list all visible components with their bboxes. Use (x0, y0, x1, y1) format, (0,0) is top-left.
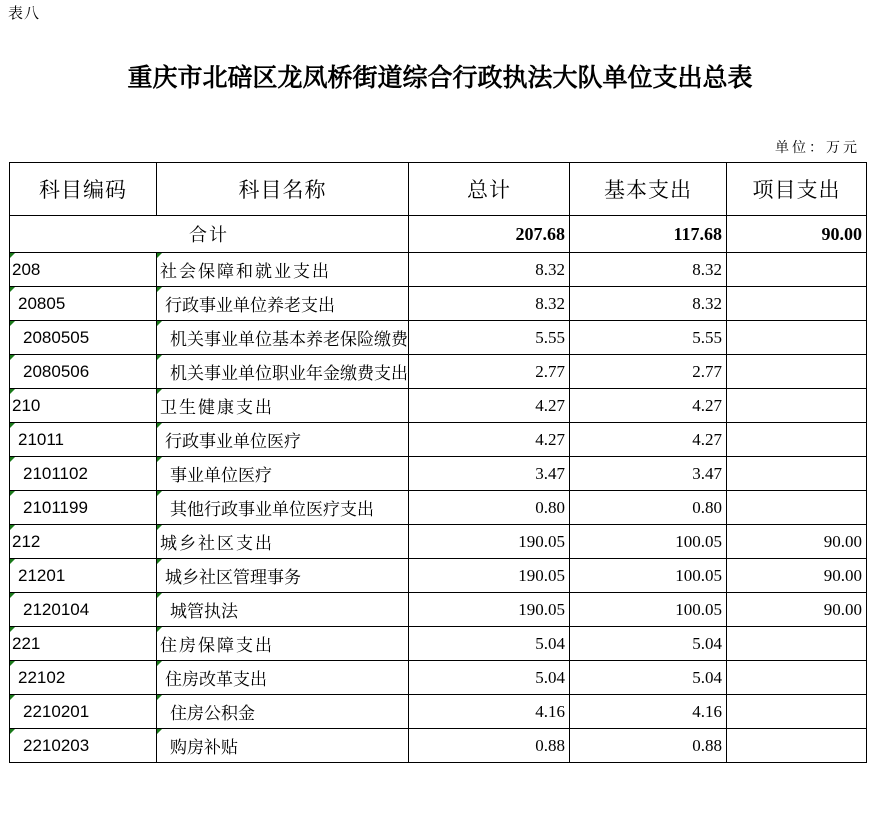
row-code (10, 661, 157, 695)
row-name (157, 695, 409, 729)
row-basic: 2.77 (570, 355, 727, 389)
row-project (727, 627, 867, 661)
row-basic: 100.05 (570, 525, 727, 559)
row-project (727, 253, 867, 287)
row-name (157, 593, 409, 627)
row-code (10, 559, 157, 593)
table-row (10, 729, 867, 763)
page-title: 重庆市北碚区龙凤桥街道综合行政执法大队单位支出总表 (127, 63, 753, 92)
row-total: 4.27 (409, 423, 570, 457)
row-name-text: 城乡社区管理事务 (165, 568, 301, 588)
row-project (727, 661, 867, 695)
row-name-text: 机关事业单位职业年金缴费支出 (170, 364, 408, 384)
row-name (157, 321, 409, 355)
row-name-text: 住房公积金 (170, 704, 255, 724)
total-sum: 207.68 (409, 216, 570, 253)
row-basic: 0.88 (570, 729, 727, 763)
row-code-text: 2080506 (23, 361, 90, 381)
row-total: 0.80 (409, 491, 570, 525)
table-row (10, 389, 867, 423)
header-total: 总计 (409, 163, 570, 216)
row-project (727, 321, 867, 355)
table-row (10, 321, 867, 355)
row-project (727, 389, 867, 423)
row-code-text: 2210203 (23, 735, 90, 755)
row-code-text: 22102 (18, 667, 66, 687)
row-code (10, 253, 157, 287)
table-row (10, 355, 867, 389)
row-code (10, 491, 157, 525)
row-total: 5.55 (409, 321, 570, 355)
row-name (157, 491, 409, 525)
header-code: 科目编码 (10, 163, 157, 216)
row-basic: 100.05 (570, 593, 727, 627)
row-code (10, 525, 157, 559)
unit-label: 单位：万元 (775, 140, 860, 156)
header-name: 科目名称 (157, 163, 409, 216)
row-name-text: 事业单位医疗 (170, 466, 272, 486)
row-total: 4.27 (409, 389, 570, 423)
row-code-text: 21011 (18, 429, 65, 449)
row-code (10, 457, 157, 491)
row-name (157, 627, 409, 661)
row-total: 8.32 (409, 287, 570, 321)
row-code (10, 729, 157, 763)
row-name (157, 559, 409, 593)
table-row (10, 627, 867, 661)
row-name-text: 卫生健康支出 (160, 398, 274, 418)
table-row (10, 491, 867, 525)
table-row (10, 253, 867, 287)
row-project: 90.00 (727, 525, 867, 559)
table-row (10, 695, 867, 729)
row-name-text: 行政事业单位养老支出 (165, 296, 335, 316)
row-name (157, 423, 409, 457)
row-basic: 4.16 (570, 695, 727, 729)
row-name (157, 729, 409, 763)
header-basic: 基本支出 (570, 163, 727, 216)
row-total: 190.05 (409, 593, 570, 627)
row-total: 190.05 (409, 559, 570, 593)
table-row (10, 457, 867, 491)
row-code (10, 389, 157, 423)
row-name (157, 661, 409, 695)
row-total: 3.47 (409, 457, 570, 491)
row-code-text: 2101102 (23, 463, 88, 483)
row-code (10, 423, 157, 457)
total-basic: 117.68 (570, 216, 727, 253)
row-name-text: 购房补贴 (170, 738, 238, 758)
row-project (727, 491, 867, 525)
total-project: 90.00 (727, 216, 867, 253)
row-code-text: 210 (12, 395, 41, 415)
row-code (10, 355, 157, 389)
row-name-text: 城管执法 (170, 602, 238, 622)
row-code-text: 2101199 (23, 497, 88, 517)
header-row (10, 163, 867, 216)
row-name (157, 253, 409, 287)
row-code (10, 287, 157, 321)
row-name-text: 住房改革支出 (165, 670, 267, 690)
row-basic: 0.80 (570, 491, 727, 525)
table-row (10, 525, 867, 559)
row-code-text: 212 (12, 531, 41, 551)
table-row (10, 423, 867, 457)
row-name (157, 389, 409, 423)
row-basic: 8.32 (570, 287, 727, 321)
row-project (727, 695, 867, 729)
row-total: 5.04 (409, 661, 570, 695)
table-number-label: 表八 (8, 4, 41, 22)
row-total: 4.16 (409, 695, 570, 729)
row-name-text: 其他行政事业单位医疗支出 (170, 500, 374, 520)
row-code (10, 593, 157, 627)
row-code-text: 208 (12, 259, 41, 279)
row-basic: 8.32 (570, 253, 727, 287)
row-name-text: 行政事业单位医疗 (165, 432, 301, 452)
row-name (157, 525, 409, 559)
table-row (10, 287, 867, 321)
row-code (10, 695, 157, 729)
table-row (10, 593, 867, 627)
row-project (727, 355, 867, 389)
row-name (157, 355, 409, 389)
row-code-text: 2210201 (23, 701, 90, 721)
total-label: 合计 (10, 216, 409, 253)
row-code-text: 2120104 (23, 599, 90, 619)
row-basic: 4.27 (570, 389, 727, 423)
row-code-text: 221 (12, 633, 41, 653)
row-code (10, 627, 157, 661)
row-name-text: 住房保障支出 (160, 636, 274, 656)
total-row (10, 216, 867, 253)
row-code (10, 321, 157, 355)
row-basic: 100.05 (570, 559, 727, 593)
row-basic: 5.04 (570, 627, 727, 661)
row-basic: 4.27 (570, 423, 727, 457)
table-row (10, 661, 867, 695)
row-total: 190.05 (409, 525, 570, 559)
expenditure-table (9, 162, 867, 763)
row-code-text: 21201 (18, 565, 66, 585)
row-project (727, 457, 867, 491)
table-row (10, 559, 867, 593)
row-total: 8.32 (409, 253, 570, 287)
row-project: 90.00 (727, 593, 867, 627)
row-code-text: 20805 (18, 293, 66, 313)
row-name (157, 457, 409, 491)
row-project: 90.00 (727, 559, 867, 593)
row-project (727, 729, 867, 763)
header-project: 项目支出 (727, 163, 867, 216)
row-total: 5.04 (409, 627, 570, 661)
row-basic: 3.47 (570, 457, 727, 491)
row-name-text: 城乡社区支出 (160, 534, 274, 554)
row-name-text: 机关事业单位基本养老保险缴费 (170, 330, 408, 350)
row-basic: 5.04 (570, 661, 727, 695)
row-name-text: 社会保障和就业支出 (160, 262, 331, 282)
row-code-text: 2080505 (23, 327, 90, 347)
row-basic: 5.55 (570, 321, 727, 355)
row-project (727, 287, 867, 321)
row-total: 0.88 (409, 729, 570, 763)
row-name (157, 287, 409, 321)
row-total: 2.77 (409, 355, 570, 389)
row-project (727, 423, 867, 457)
